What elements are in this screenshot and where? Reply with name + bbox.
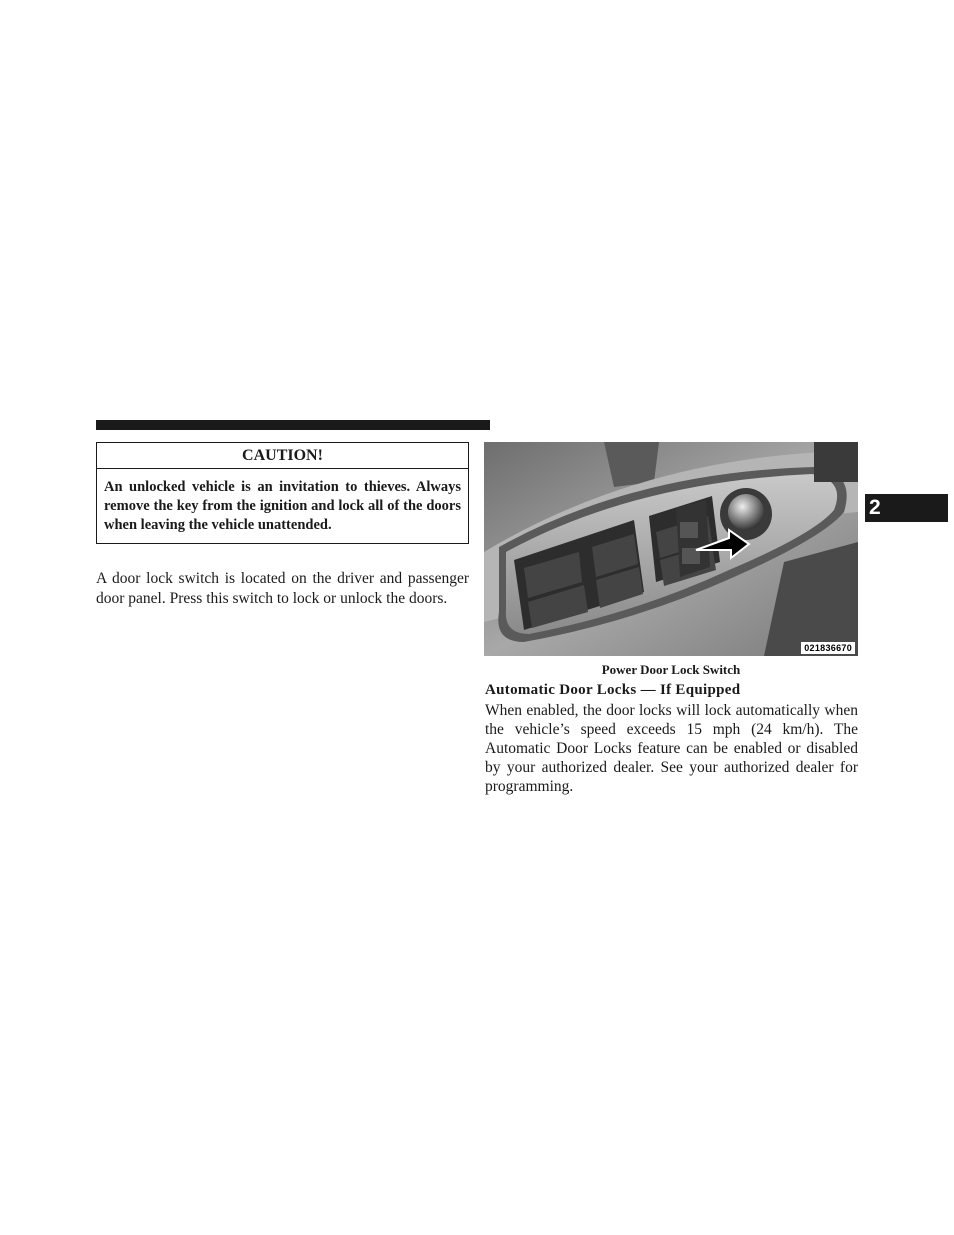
figure-id-label: 021836670 bbox=[801, 642, 855, 654]
section-heading: Automatic Door Locks — If Equipped bbox=[485, 682, 741, 698]
caution-text: An unlocked vehicle is an invitation to thieves. Always remove the key from the ignition and lock all of the doors when leaving the vehicle unattended. bbox=[104, 479, 461, 533]
caution-box bbox=[96, 442, 469, 544]
caution-heading: CAUTION! bbox=[97, 443, 468, 469]
door-lock-switch-figure bbox=[484, 442, 858, 656]
section-paragraph: When enabled, the door locks will lock automatically when the vehicle’s speed exceeds 15 mph (24 km/h). The Automatic Door Locks feature can be enabled or disabled by your authorized dealer. See your authorized dealer for programming. bbox=[485, 702, 858, 795]
chapter-tab: 2 bbox=[865, 494, 948, 522]
intro-paragraph: A door lock switch is located on the driver and passenger door panel. Press this switch to lock or unlock the doors. bbox=[96, 570, 469, 607]
figure-caption: Power Door Lock Switch bbox=[601, 662, 741, 677]
section-top-rule bbox=[96, 420, 490, 430]
door-panel-illustration bbox=[484, 442, 858, 656]
